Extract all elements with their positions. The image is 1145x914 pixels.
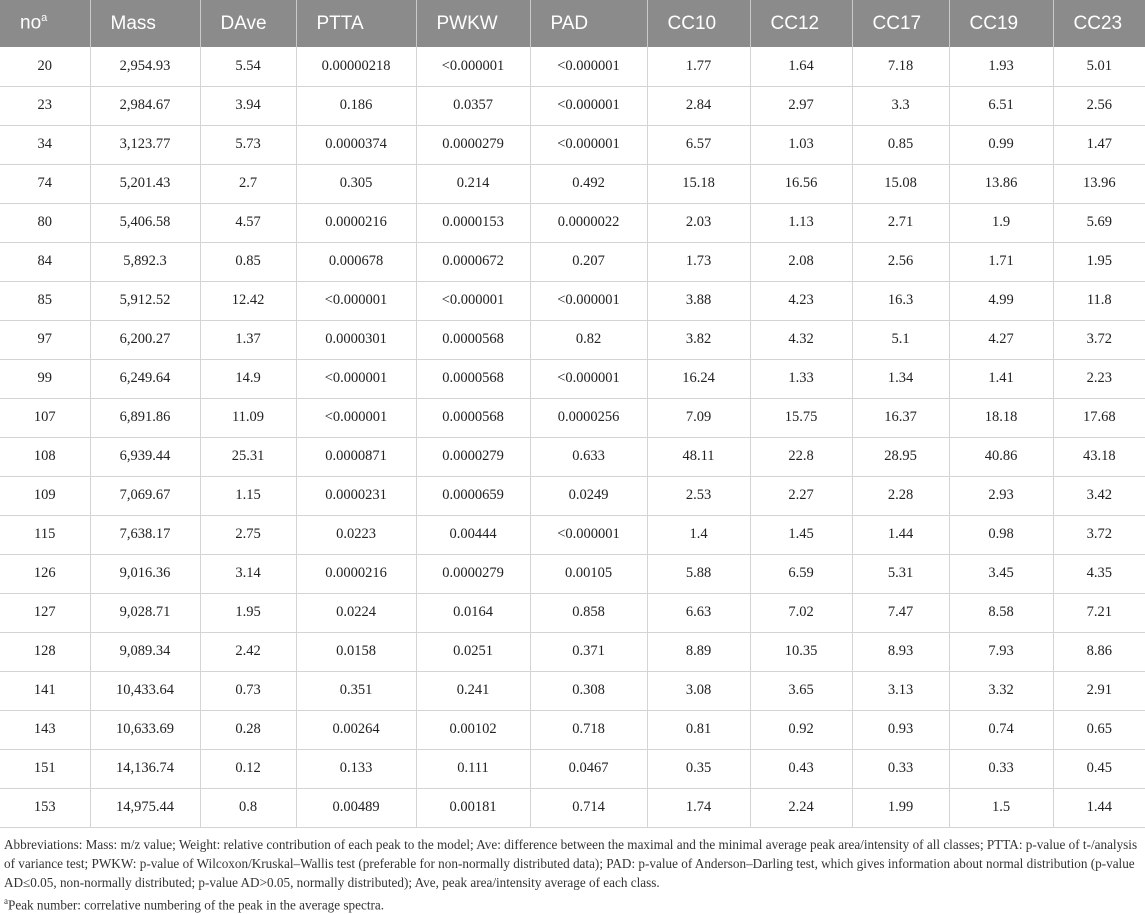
table-cell-dave: 0.8 <box>200 788 296 827</box>
table-cell-dave: 2.75 <box>200 515 296 554</box>
table-cell-cc23: 3.72 <box>1053 320 1145 359</box>
table-cell-cc17: 1.44 <box>852 515 949 554</box>
table-notes <box>0 828 1145 914</box>
column-header-pad: PAD <box>530 0 647 47</box>
table-cell-pad: <0.000001 <box>530 86 647 125</box>
table-row <box>0 593 1145 632</box>
table-cell-mass: 10,633.69 <box>90 710 200 749</box>
table-cell-no: 23 <box>0 86 90 125</box>
table-cell-pad: 0.0000256 <box>530 398 647 437</box>
table-cell-pwkw: 0.0000672 <box>416 242 530 281</box>
table-cell-cc17: 2.56 <box>852 242 949 281</box>
table-cell-pad: 0.492 <box>530 164 647 203</box>
table-header-row <box>0 0 1145 47</box>
table-cell-pad: 0.714 <box>530 788 647 827</box>
table-cell-pwkw: 0.00102 <box>416 710 530 749</box>
table-cell-dave: 0.12 <box>200 749 296 788</box>
table-cell-pwkw: 0.0000279 <box>416 437 530 476</box>
table-cell-ptta: 0.133 <box>296 749 416 788</box>
table-cell-mass: 5,406.58 <box>90 203 200 242</box>
table-cell-cc17: 8.93 <box>852 632 949 671</box>
table-row <box>0 203 1145 242</box>
table-row <box>0 749 1145 788</box>
table-cell-ptta: 0.0000301 <box>296 320 416 359</box>
column-header-mass: Mass <box>90 0 200 47</box>
table-cell-cc19: 1.71 <box>949 242 1053 281</box>
table-cell-ptta: 0.00000218 <box>296 47 416 86</box>
table-cell-pwkw: 0.0000279 <box>416 125 530 164</box>
table-cell-cc12: 16.56 <box>750 164 852 203</box>
table-row <box>0 281 1145 320</box>
table-cell-mass: 6,939.44 <box>90 437 200 476</box>
table-row <box>0 515 1145 554</box>
table-cell-dave: 1.37 <box>200 320 296 359</box>
table-cell-ptta: 0.186 <box>296 86 416 125</box>
table-cell-pwkw: <0.000001 <box>416 281 530 320</box>
table-cell-dave: 12.42 <box>200 281 296 320</box>
table-cell-no: 153 <box>0 788 90 827</box>
table-cell-pwkw: 0.0164 <box>416 593 530 632</box>
table-cell-cc10: 1.4 <box>647 515 750 554</box>
table-row <box>0 476 1145 515</box>
table-cell-pad: <0.000001 <box>530 515 647 554</box>
column-header-cc10: CC10 <box>647 0 750 47</box>
table-cell-pad: 0.371 <box>530 632 647 671</box>
table-cell-cc10: 0.35 <box>647 749 750 788</box>
table-cell-dave: 3.94 <box>200 86 296 125</box>
table-cell-cc12: 7.02 <box>750 593 852 632</box>
table-cell-dave: 4.57 <box>200 203 296 242</box>
table-cell-no: 20 <box>0 47 90 86</box>
table-cell-dave: 0.85 <box>200 242 296 281</box>
table-cell-pad: 0.633 <box>530 437 647 476</box>
table-cell-cc17: 1.34 <box>852 359 949 398</box>
table-cell-pad: 0.718 <box>530 710 647 749</box>
table-cell-no: 74 <box>0 164 90 203</box>
table-cell-ptta: 0.351 <box>296 671 416 710</box>
column-header-no: $no^a$ <box>0 0 90 47</box>
table-cell-ptta: 0.00489 <box>296 788 416 827</box>
table-cell-cc19: 2.93 <box>949 476 1053 515</box>
table-cell-cc10: 5.88 <box>647 554 750 593</box>
table-cell-cc12: 2.24 <box>750 788 852 827</box>
table-row <box>0 242 1145 281</box>
table-row <box>0 359 1145 398</box>
table-cell-cc19: 4.27 <box>949 320 1053 359</box>
table-cell-cc17: 5.31 <box>852 554 949 593</box>
table-cell-cc23: 1.47 <box>1053 125 1145 164</box>
table-cell-cc12: 22.8 <box>750 437 852 476</box>
column-header-ptta: PTTA <box>296 0 416 47</box>
table-cell-pad: 0.00105 <box>530 554 647 593</box>
table-cell-cc10: 2.53 <box>647 476 750 515</box>
table-cell-ptta: 0.0224 <box>296 593 416 632</box>
table-cell-cc23: 0.45 <box>1053 749 1145 788</box>
table-cell-cc12: 10.35 <box>750 632 852 671</box>
footnote-marker: a <box>4 895 8 906</box>
table-cell-cc23: 5.69 <box>1053 203 1145 242</box>
table-cell-cc19: 18.18 <box>949 398 1053 437</box>
table-cell-pad: 0.0467 <box>530 749 647 788</box>
table-cell-cc23: 2.23 <box>1053 359 1145 398</box>
table-cell-cc17: 0.93 <box>852 710 949 749</box>
table-cell-cc12: 4.23 <box>750 281 852 320</box>
column-header-cc19: CC19 <box>949 0 1053 47</box>
table-cell-mass: 5,201.43 <box>90 164 200 203</box>
table-cell-cc12: 1.33 <box>750 359 852 398</box>
table-cell-ptta: 0.0000871 <box>296 437 416 476</box>
table-cell-cc10: 1.74 <box>647 788 750 827</box>
table-cell-cc10: 1.73 <box>647 242 750 281</box>
table-cell-cc23: 2.56 <box>1053 86 1145 125</box>
table-cell-pad: 0.0000022 <box>530 203 647 242</box>
table-cell-cc23: 1.44 <box>1053 788 1145 827</box>
column-header-cc17: CC17 <box>852 0 949 47</box>
table-cell-mass: 9,028.71 <box>90 593 200 632</box>
table-cell-cc10: 8.89 <box>647 632 750 671</box>
table-cell-ptta: 0.0158 <box>296 632 416 671</box>
table-cell-cc19: 8.58 <box>949 593 1053 632</box>
table-cell-cc19: 1.5 <box>949 788 1053 827</box>
table-cell-no: 109 <box>0 476 90 515</box>
table-cell-mass: 10,433.64 <box>90 671 200 710</box>
table-cell-cc19: 6.51 <box>949 86 1053 125</box>
table-cell-cc17: 3.13 <box>852 671 949 710</box>
table-cell-ptta: 0.0000216 <box>296 554 416 593</box>
table-cell-mass: 14,975.44 <box>90 788 200 827</box>
table-cell-dave: 1.15 <box>200 476 296 515</box>
table-cell-cc17: 2.71 <box>852 203 949 242</box>
table-cell-cc17: 1.99 <box>852 788 949 827</box>
table-cell-cc10: 16.24 <box>647 359 750 398</box>
table-cell-dave: 14.9 <box>200 359 296 398</box>
table-cell-no: 151 <box>0 749 90 788</box>
column-header-pwkw: PWKW <box>416 0 530 47</box>
table-row <box>0 437 1145 476</box>
table-cell-pad: 0.308 <box>530 671 647 710</box>
table-cell-ptta: 0.0000231 <box>296 476 416 515</box>
table-cell-cc17: 7.47 <box>852 593 949 632</box>
table-cell-ptta: 0.00264 <box>296 710 416 749</box>
table-cell-pwkw: 0.0000153 <box>416 203 530 242</box>
table-cell-pwkw: 0.00444 <box>416 515 530 554</box>
table-cell-mass: 6,891.86 <box>90 398 200 437</box>
table-cell-pwkw: 0.00181 <box>416 788 530 827</box>
table-cell-cc19: 4.99 <box>949 281 1053 320</box>
table-cell-cc23: 17.68 <box>1053 398 1145 437</box>
table-cell-cc19: 13.86 <box>949 164 1053 203</box>
table-cell-cc12: 2.97 <box>750 86 852 125</box>
table-cell-dave: 2.42 <box>200 632 296 671</box>
table-cell-cc19: 1.41 <box>949 359 1053 398</box>
table-cell-no: 143 <box>0 710 90 749</box>
table-cell-cc23: 43.18 <box>1053 437 1145 476</box>
table-cell-cc10: 3.88 <box>647 281 750 320</box>
table-cell-no: 99 <box>0 359 90 398</box>
table-cell-pwkw: 0.0357 <box>416 86 530 125</box>
table-cell-cc23: 11.8 <box>1053 281 1145 320</box>
table-row <box>0 554 1145 593</box>
table-cell-mass: 7,638.17 <box>90 515 200 554</box>
table-cell-cc19: 0.33 <box>949 749 1053 788</box>
table-cell-cc23: 2.91 <box>1053 671 1145 710</box>
table-cell-cc17: 7.18 <box>852 47 949 86</box>
table-cell-cc19: 0.99 <box>949 125 1053 164</box>
table-cell-cc10: 3.82 <box>647 320 750 359</box>
table-cell-dave: 0.73 <box>200 671 296 710</box>
table-row <box>0 164 1145 203</box>
table-cell-no: 141 <box>0 671 90 710</box>
table-cell-mass: 14,136.74 <box>90 749 200 788</box>
table-cell-ptta: 0.000678 <box>296 242 416 281</box>
table-cell-cc19: 0.74 <box>949 710 1053 749</box>
table-cell-cc17: 28.95 <box>852 437 949 476</box>
table-cell-dave: 5.54 <box>200 47 296 86</box>
table-cell-cc19: 1.93 <box>949 47 1053 86</box>
table-cell-mass: 9,016.36 <box>90 554 200 593</box>
table-cell-cc12: 1.64 <box>750 47 852 86</box>
table-cell-no: 127 <box>0 593 90 632</box>
table-cell-cc17: 15.08 <box>852 164 949 203</box>
table-cell-pwkw: 0.0000568 <box>416 398 530 437</box>
table-cell-cc23: 0.65 <box>1053 710 1145 749</box>
table-cell-pwkw: 0.111 <box>416 749 530 788</box>
table-cell-ptta: 0.0000216 <box>296 203 416 242</box>
table-cell-mass: 5,892.3 <box>90 242 200 281</box>
table-cell-cc23: 13.96 <box>1053 164 1145 203</box>
table-cell-cc17: 3.3 <box>852 86 949 125</box>
table-cell-pad: 0.207 <box>530 242 647 281</box>
table-cell-cc12: 15.75 <box>750 398 852 437</box>
table-cell-cc17: 5.1 <box>852 320 949 359</box>
table-cell-cc17: 16.37 <box>852 398 949 437</box>
table-cell-pwkw: 0.0000568 <box>416 320 530 359</box>
table-cell-pad: 0.82 <box>530 320 647 359</box>
table-cell-ptta: 0.0223 <box>296 515 416 554</box>
table-cell-cc19: 0.98 <box>949 515 1053 554</box>
table-cell-cc17: 2.28 <box>852 476 949 515</box>
table-cell-dave: 3.14 <box>200 554 296 593</box>
table-cell-cc12: 2.08 <box>750 242 852 281</box>
table-cell-mass: 2,984.67 <box>90 86 200 125</box>
table-body <box>0 47 1145 827</box>
column-header-dave: DAve <box>200 0 296 47</box>
table-cell-cc10: 1.77 <box>647 47 750 86</box>
column-header-cc23: CC23 <box>1053 0 1145 47</box>
table-cell-cc12: 4.32 <box>750 320 852 359</box>
table-cell-cc19: 3.32 <box>949 671 1053 710</box>
table-cell-no: 107 <box>0 398 90 437</box>
table-cell-ptta: 0.305 <box>296 164 416 203</box>
table-cell-no: 126 <box>0 554 90 593</box>
table-row <box>0 671 1145 710</box>
table-cell-mass: 2,954.93 <box>90 47 200 86</box>
table-cell-mass: 6,200.27 <box>90 320 200 359</box>
table-cell-pwkw: 0.0000279 <box>416 554 530 593</box>
table-cell-cc23: 4.35 <box>1053 554 1145 593</box>
table-cell-mass: 6,249.64 <box>90 359 200 398</box>
table-cell-cc12: 1.03 <box>750 125 852 164</box>
table-cell-pwkw: <0.000001 <box>416 47 530 86</box>
table-cell-cc10: 0.81 <box>647 710 750 749</box>
table-row <box>0 86 1145 125</box>
table-cell-pwkw: 0.241 <box>416 671 530 710</box>
table-cell-cc12: 1.45 <box>750 515 852 554</box>
table-cell-dave: 11.09 <box>200 398 296 437</box>
table-cell-pwkw: 0.0251 <box>416 632 530 671</box>
table-cell-mass: 5,912.52 <box>90 281 200 320</box>
table-cell-no: 108 <box>0 437 90 476</box>
table-cell-cc19: 7.93 <box>949 632 1053 671</box>
table-row <box>0 710 1145 749</box>
abbreviations-note: Abbreviations: Mass: m/z value; Weight: relative contribution of each peak to the model; Ave: difference between the maximal and the minimal average peak area/intensity of all classes; PTTA: p-value of t-/analysis of variance test; PWKW: p-value of Wilcoxon/Kruskal–Wallis test (preferable for non-normally distributed data); PAD: p-value of Anderson–Darling test, which gives information about normal distribution (p-value AD≤0.05, non-normally distributed; p-value AD>0.05, normally distributed); Ave, peak area/intensity average of each class. <box>4 836 1138 890</box>
table-cell-cc23: 3.42 <box>1053 476 1145 515</box>
table-cell-cc10: 3.08 <box>647 671 750 710</box>
table-cell-no: 84 <box>0 242 90 281</box>
table-cell-no: 115 <box>0 515 90 554</box>
table-cell-pad: 0.0249 <box>530 476 647 515</box>
table-cell-cc17: 0.33 <box>852 749 949 788</box>
table-row <box>0 125 1145 164</box>
peak-number-footnote <box>4 892 1141 914</box>
table-cell-cc10: 7.09 <box>647 398 750 437</box>
table-cell-mass: 9,089.34 <box>90 632 200 671</box>
table-cell-ptta: <0.000001 <box>296 281 416 320</box>
table-row <box>0 398 1145 437</box>
table-cell-cc12: 6.59 <box>750 554 852 593</box>
table-cell-cc23: 5.01 <box>1053 47 1145 86</box>
table-cell-no: 34 <box>0 125 90 164</box>
table-cell-cc19: 3.45 <box>949 554 1053 593</box>
table-cell-cc19: 40.86 <box>949 437 1053 476</box>
table-cell-cc10: 48.11 <box>647 437 750 476</box>
table-cell-dave: 1.95 <box>200 593 296 632</box>
table-cell-cc12: 0.92 <box>750 710 852 749</box>
table-row <box>0 320 1145 359</box>
table-cell-pad: 0.858 <box>530 593 647 632</box>
table-cell-cc17: 16.3 <box>852 281 949 320</box>
table-cell-cc23: 8.86 <box>1053 632 1145 671</box>
table-row <box>0 632 1145 671</box>
table-row <box>0 47 1145 86</box>
table-cell-pad: <0.000001 <box>530 47 647 86</box>
table-cell-mass: 3,123.77 <box>90 125 200 164</box>
table-cell-pwkw: 0.0000568 <box>416 359 530 398</box>
table-cell-pad: <0.000001 <box>530 359 647 398</box>
footnote-text: Peak number: correlative numbering of the peak in the average spectra. <box>8 896 385 912</box>
table-row <box>0 788 1145 827</box>
table-cell-ptta: <0.000001 <box>296 398 416 437</box>
table-cell-cc12: 1.13 <box>750 203 852 242</box>
table-cell-dave: 0.28 <box>200 710 296 749</box>
table-cell-cc10: 6.57 <box>647 125 750 164</box>
table-cell-cc12: 3.65 <box>750 671 852 710</box>
table-cell-no: 128 <box>0 632 90 671</box>
table-cell-cc10: 15.18 <box>647 164 750 203</box>
table-cell-ptta: <0.000001 <box>296 359 416 398</box>
column-header-cc12: CC12 <box>750 0 852 47</box>
table-cell-pad: <0.000001 <box>530 281 647 320</box>
table-cell-no: 85 <box>0 281 90 320</box>
table-cell-cc23: 7.21 <box>1053 593 1145 632</box>
header-footnote-marker: a <box>41 12 48 25</box>
table-cell-no: 97 <box>0 320 90 359</box>
table-cell-cc23: 1.95 <box>1053 242 1145 281</box>
table-cell-cc23: 3.72 <box>1053 515 1145 554</box>
table-cell-cc10: 2.84 <box>647 86 750 125</box>
table-cell-pwkw: 0.0000659 <box>416 476 530 515</box>
table-cell-ptta: 0.0000374 <box>296 125 416 164</box>
table-cell-dave: 5.73 <box>200 125 296 164</box>
table-cell-cc10: 2.03 <box>647 203 750 242</box>
table-cell-cc19: 1.9 <box>949 203 1053 242</box>
table-cell-dave: 25.31 <box>200 437 296 476</box>
table-cell-cc12: 0.43 <box>750 749 852 788</box>
table-cell-pad: <0.000001 <box>530 125 647 164</box>
table-cell-cc12: 2.27 <box>750 476 852 515</box>
table-cell-dave: 2.7 <box>200 164 296 203</box>
table-cell-cc17: 0.85 <box>852 125 949 164</box>
table-cell-no: 80 <box>0 203 90 242</box>
table-cell-cc10: 6.63 <box>647 593 750 632</box>
table-cell-pwkw: 0.214 <box>416 164 530 203</box>
table-cell-mass: 7,069.67 <box>90 476 200 515</box>
